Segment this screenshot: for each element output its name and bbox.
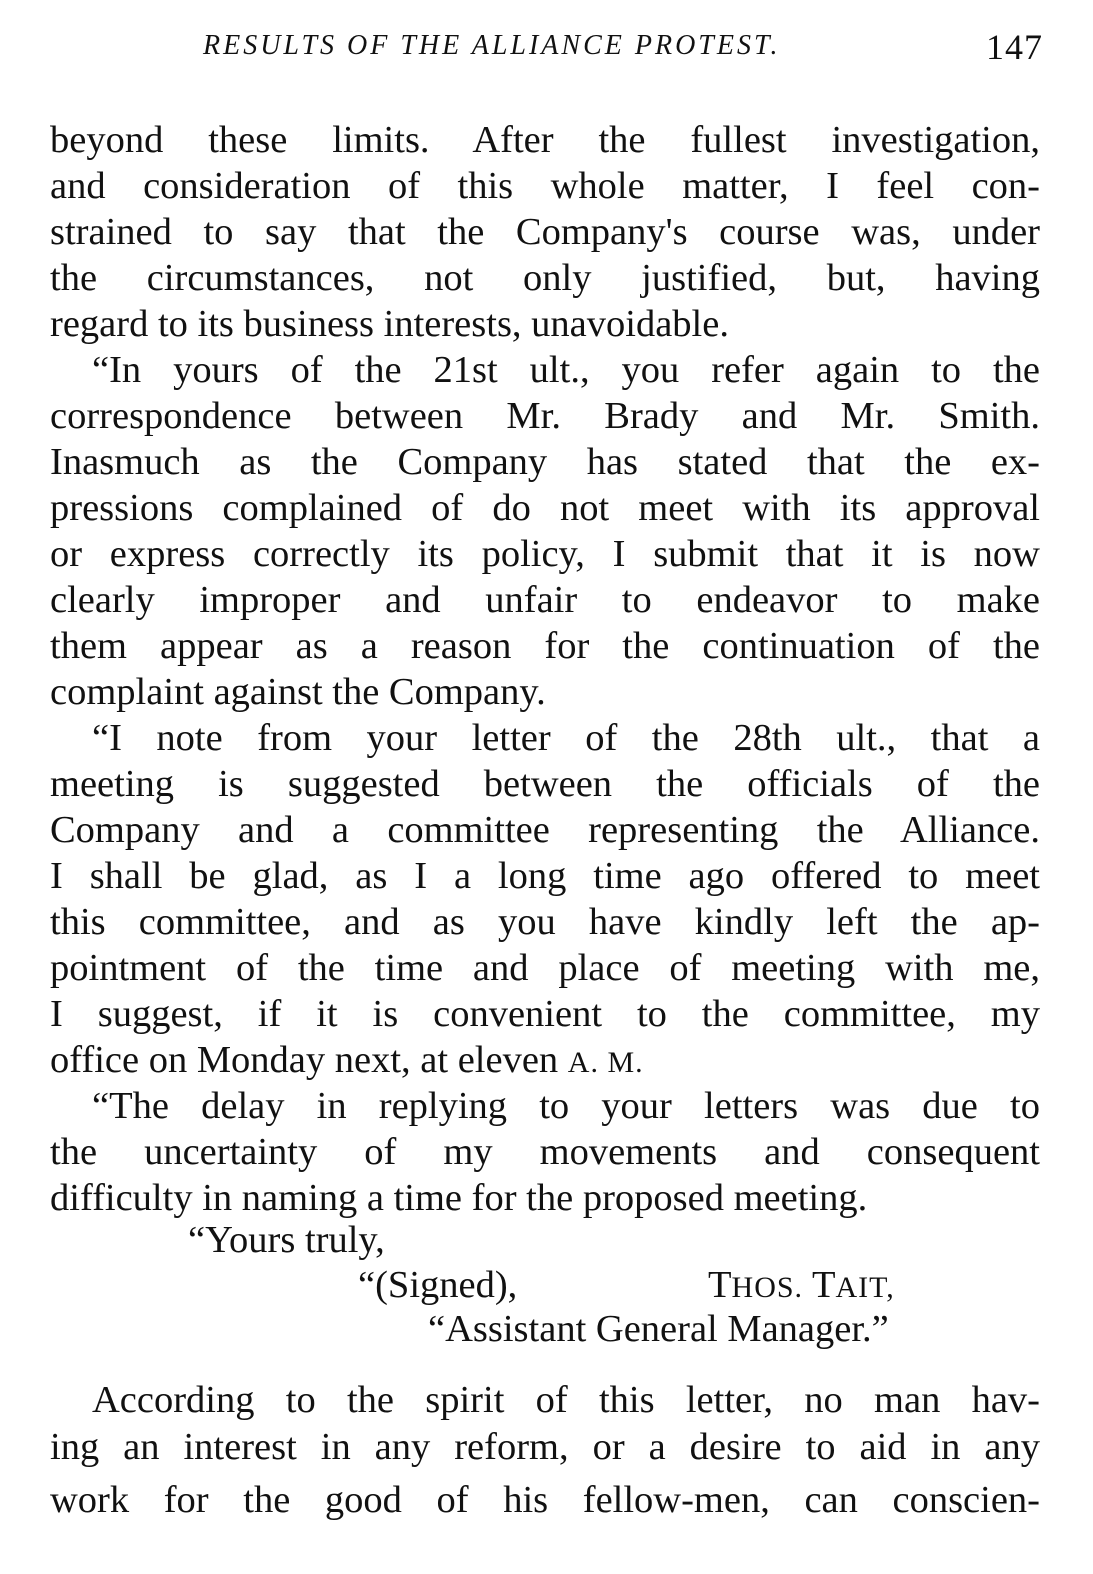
- text-line: ing an interest in any reform, or a desire to aid in any: [50, 1426, 1040, 1468]
- name-initial: T: [811, 1264, 836, 1306]
- text-line: I shall be glad, as I a long time ago offered to meet: [50, 855, 1040, 897]
- text-line: or express correctly its policy, I submit that it is now: [50, 533, 1040, 575]
- text-line: difficulty in naming a time for the proposed meeting.: [50, 1177, 868, 1219]
- text-line: I suggest, if it is convenient to the committee, my: [50, 993, 1040, 1035]
- paragraph-first-line: “In yours of the 21st ult., you refer again to the: [92, 349, 1040, 391]
- text-line: this committee, and as you have kindly left the ap-: [50, 901, 1040, 943]
- text-line: meeting is suggested between the officials of the: [50, 763, 1040, 805]
- paragraph-first-line: “The delay in replying to your letters was due to: [92, 1085, 1040, 1127]
- signatory-name: [708, 1262, 895, 1311]
- text-line: [50, 1037, 1040, 1083]
- text-line: Company and a committee representing the Alliance.: [50, 809, 1040, 851]
- time-abbreviation: A. M.: [567, 1046, 644, 1079]
- text-line: work for the good of his fellow-men, can conscien-: [50, 1479, 1040, 1521]
- paragraph-first-line: “I note from your letter of the 28th ult., that a: [92, 717, 1040, 759]
- text-line: the uncertainty of my movements and consequent: [50, 1131, 1040, 1173]
- signed-label: “(Signed),: [358, 1264, 518, 1306]
- page-header: [0, 27, 1093, 80]
- text-line: them appear as a reason for the continuation of the: [50, 625, 1040, 667]
- text-line: correspondence between Mr. Brady and Mr. Smith.: [50, 395, 1040, 437]
- text-line: regard to its business interests, unavoidable.: [50, 303, 729, 345]
- text-line: beyond these limits. After the fullest investigation,: [50, 119, 1040, 161]
- paragraph-first-line: According to the spirit of this letter, no man hav-: [92, 1379, 1040, 1421]
- text-fragment: office on Monday next, at eleven: [50, 1039, 559, 1081]
- text-line: Inasmuch as the Company has stated that the ex-: [50, 441, 1040, 483]
- text-line: the circumstances, not only justified, but, having: [50, 257, 1040, 299]
- page-number: 147: [986, 27, 1043, 67]
- text-line: pressions complained of do not meet with its approval: [50, 487, 1040, 529]
- text-line: complaint against the Company.: [50, 671, 546, 713]
- signatory-title: “Assistant General Manager.”: [428, 1308, 889, 1350]
- text-line: pointment of the time and place of meeting with me,: [50, 947, 1040, 989]
- name-initial: T: [708, 1264, 732, 1306]
- running-head: RESULTS OF THE ALLIANCE PROTEST.: [203, 30, 781, 61]
- text-line: clearly improper and unfair to endeavor to make: [50, 579, 1040, 621]
- salutation: “Yours truly,: [188, 1219, 385, 1261]
- text-line: strained to say that the Company's course was, under: [50, 211, 1040, 253]
- name-rest: AIT,: [835, 1271, 895, 1304]
- name-rest: HOS.: [731, 1271, 804, 1304]
- text-line: and consideration of this whole matter, I feel con-: [50, 165, 1040, 207]
